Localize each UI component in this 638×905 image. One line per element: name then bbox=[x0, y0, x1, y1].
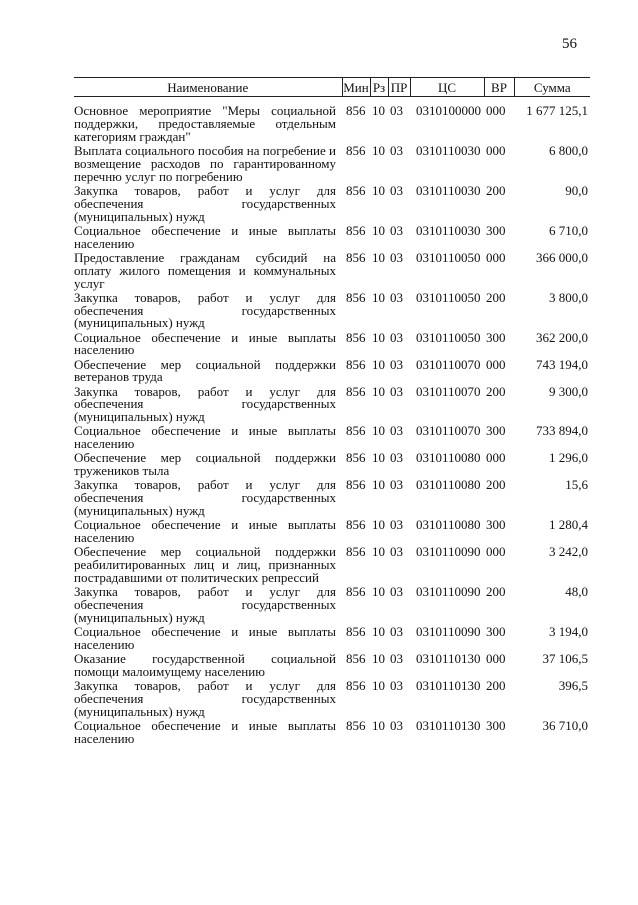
cell-cs: 0310110070 bbox=[416, 423, 481, 439]
cell-pr: 03 bbox=[390, 544, 403, 560]
cell-name: Социальное обеспечение и иные выплаты населению bbox=[74, 517, 336, 546]
cell-name: Социальное обеспечение и иные выплаты населению bbox=[74, 718, 336, 746]
cell-min: 856 bbox=[346, 450, 366, 466]
cell-cs: 0310110130 bbox=[416, 651, 481, 667]
cell-cs: 0310110130 bbox=[416, 718, 481, 734]
cell-name: Обеспечение мер социальной поддержки тружеников тыла bbox=[74, 450, 336, 479]
cell-pr: 03 bbox=[390, 182, 403, 198]
column-header-min: Мин bbox=[342, 78, 370, 97]
table-header-row bbox=[74, 78, 590, 97]
cell-pr: 03 bbox=[390, 718, 403, 734]
cell-rz: 10 bbox=[372, 103, 385, 118]
cell-sum: 1 296,0 bbox=[549, 450, 588, 466]
cell-sum: 1 280,4 bbox=[549, 517, 588, 533]
cell-name: Предоставление гражданам субсидий на оплату жилого помещения и коммунальных услуг bbox=[74, 249, 336, 291]
cell-cs: 0310110050 bbox=[416, 289, 481, 305]
cell-vr: 200 bbox=[486, 678, 506, 694]
table-row bbox=[74, 720, 590, 747]
cell-name: Закупка товаров, работ и услуг для обеспечения государственных (муниципальных) нужд bbox=[74, 383, 336, 425]
column-header-vr: ВР bbox=[484, 78, 514, 97]
cell-name: Закупка товаров, работ и услуг для обеспечения государственных (муниципальных) нужд bbox=[74, 477, 336, 519]
column-header-cs: ЦС bbox=[410, 78, 484, 97]
cell-min: 856 bbox=[346, 624, 366, 640]
cell-pr: 03 bbox=[390, 651, 403, 667]
cell-vr: 300 bbox=[486, 329, 506, 345]
table-row bbox=[74, 292, 590, 332]
table-row bbox=[74, 145, 590, 185]
cell-sum: 6 800,0 bbox=[549, 142, 588, 158]
cell-min: 856 bbox=[346, 222, 366, 238]
cell-rz: 10 bbox=[372, 423, 385, 439]
cell-rz: 10 bbox=[372, 584, 385, 600]
cell-rz: 10 bbox=[372, 182, 385, 198]
cell-cs: 0310110030 bbox=[416, 182, 481, 198]
cell-rz: 10 bbox=[372, 718, 385, 734]
cell-name: Социальное обеспечение и иные выплаты населению bbox=[74, 329, 336, 358]
cell-sum: 733 894,0 bbox=[536, 423, 588, 439]
cell-sum: 743 194,0 bbox=[536, 356, 588, 372]
table-row bbox=[74, 452, 590, 479]
cell-min: 856 bbox=[346, 103, 366, 118]
cell-cs: 0310110080 bbox=[416, 477, 481, 493]
cell-vr: 200 bbox=[486, 383, 506, 399]
cell-vr: 000 bbox=[486, 450, 506, 466]
cell-min: 856 bbox=[346, 383, 366, 399]
cell-sum: 15,6 bbox=[565, 477, 588, 493]
cell-sum: 6 710,0 bbox=[549, 222, 588, 238]
cell-vr: 000 bbox=[486, 142, 506, 158]
cell-min: 856 bbox=[346, 477, 366, 493]
cell-name: Социальное обеспечение и иные выплаты населению bbox=[74, 222, 336, 251]
table-row bbox=[74, 225, 590, 252]
column-header-name: Наименование bbox=[74, 78, 342, 97]
table-row bbox=[74, 586, 590, 626]
cell-sum: 48,0 bbox=[565, 584, 588, 600]
cell-pr: 03 bbox=[390, 477, 403, 493]
cell-vr: 000 bbox=[486, 249, 506, 265]
table-row bbox=[74, 359, 590, 386]
cell-sum: 3 800,0 bbox=[549, 289, 588, 305]
cell-pr: 03 bbox=[390, 142, 403, 158]
cell-vr: 300 bbox=[486, 718, 506, 734]
cell-vr: 000 bbox=[486, 544, 506, 560]
cell-vr: 000 bbox=[486, 103, 506, 118]
cell-sum: 3 242,0 bbox=[549, 544, 588, 560]
cell-cs: 0310110030 bbox=[416, 222, 481, 238]
cell-min: 856 bbox=[346, 651, 366, 667]
cell-name: Закупка товаров, работ и услуг для обеспечения государственных (муниципальных) нужд bbox=[74, 678, 336, 719]
cell-sum: 1 677 125,1 bbox=[526, 103, 588, 118]
table-row bbox=[74, 626, 590, 653]
cell-sum: 362 200,0 bbox=[536, 329, 588, 345]
cell-cs: 0310110050 bbox=[416, 329, 481, 345]
cell-pr: 03 bbox=[390, 249, 403, 265]
cell-pr: 03 bbox=[390, 678, 403, 694]
cell-cs: 0310110090 bbox=[416, 544, 481, 560]
cell-rz: 10 bbox=[372, 624, 385, 640]
cell-min: 856 bbox=[346, 423, 366, 439]
cell-sum: 3 194,0 bbox=[549, 624, 588, 640]
cell-min: 856 bbox=[346, 182, 366, 198]
cell-vr: 300 bbox=[486, 517, 506, 533]
column-header-sum: Сумма bbox=[514, 78, 590, 97]
cell-name: Социальное обеспечение и иные выплаты населению bbox=[74, 423, 336, 452]
cell-cs: 0310110070 bbox=[416, 356, 481, 372]
table-row bbox=[74, 546, 590, 586]
cell-rz: 10 bbox=[372, 517, 385, 533]
cell-vr: 300 bbox=[486, 423, 506, 439]
cell-rz: 10 bbox=[372, 329, 385, 345]
cell-sum: 9 300,0 bbox=[549, 383, 588, 399]
cell-rz: 10 bbox=[372, 651, 385, 667]
column-header-pr: ПР bbox=[388, 78, 410, 97]
table-row bbox=[74, 680, 590, 720]
cell-rz: 10 bbox=[372, 142, 385, 158]
cell-rz: 10 bbox=[372, 222, 385, 238]
cell-min: 856 bbox=[346, 517, 366, 533]
cell-cs: 0310110050 bbox=[416, 249, 481, 265]
cell-rz: 10 bbox=[372, 450, 385, 466]
table-row bbox=[74, 185, 590, 225]
cell-rz: 10 bbox=[372, 477, 385, 493]
cell-cs: 0310100000 bbox=[416, 103, 481, 118]
cell-rz: 10 bbox=[372, 249, 385, 265]
table-row bbox=[74, 252, 590, 292]
table-row bbox=[74, 332, 590, 359]
table-row bbox=[74, 479, 590, 519]
cell-min: 856 bbox=[346, 356, 366, 372]
cell-vr: 200 bbox=[486, 584, 506, 600]
cell-pr: 03 bbox=[390, 584, 403, 600]
table-row bbox=[74, 425, 590, 452]
cell-pr: 03 bbox=[390, 624, 403, 640]
table-row bbox=[74, 105, 590, 145]
cell-min: 856 bbox=[346, 249, 366, 265]
cell-pr: 03 bbox=[390, 222, 403, 238]
table-body bbox=[74, 97, 590, 748]
cell-name: Закупка товаров, работ и услуг для обеспечения государственных (муниципальных) нужд bbox=[74, 182, 336, 224]
page-number: 56 bbox=[562, 36, 577, 52]
cell-cs: 0310110070 bbox=[416, 383, 481, 399]
cell-pr: 03 bbox=[390, 383, 403, 399]
cell-name: Закупка товаров, работ и услуг для обеспечения государственных (муниципальных) нужд bbox=[74, 289, 336, 331]
cell-name: Обеспечение мер социальной поддержки реабилитированных лиц и лиц, признанных пострадавшими от политических репрессий bbox=[74, 544, 336, 586]
table-row bbox=[74, 653, 590, 680]
cell-rz: 10 bbox=[372, 356, 385, 372]
cell-cs: 0310110090 bbox=[416, 584, 481, 600]
cell-min: 856 bbox=[346, 289, 366, 305]
cell-pr: 03 bbox=[390, 356, 403, 372]
cell-min: 856 bbox=[346, 678, 366, 694]
cell-name: Основное мероприятие "Меры социальной поддержки, предоставляемые отдельным категориям граждан" bbox=[74, 103, 336, 144]
cell-cs: 0310110130 bbox=[416, 678, 481, 694]
cell-min: 856 bbox=[346, 142, 366, 158]
cell-min: 856 bbox=[346, 329, 366, 345]
cell-name: Оказание государственной социальной помощи малоимущему населению bbox=[74, 651, 336, 680]
cell-sum: 90,0 bbox=[565, 182, 588, 198]
cell-vr: 000 bbox=[486, 651, 506, 667]
table-row bbox=[74, 519, 590, 546]
cell-rz: 10 bbox=[372, 383, 385, 399]
table-row bbox=[74, 386, 590, 426]
cell-name: Обеспечение мер социальной поддержки ветеранов труда bbox=[74, 356, 336, 385]
cell-sum: 396,5 bbox=[558, 678, 588, 694]
cell-pr: 03 bbox=[390, 423, 403, 439]
cell-cs: 0310110090 bbox=[416, 624, 481, 640]
cell-sum: 36 710,0 bbox=[542, 718, 588, 734]
cell-rz: 10 bbox=[372, 289, 385, 305]
cell-vr: 300 bbox=[486, 624, 506, 640]
column-header-rz: Рз bbox=[370, 78, 388, 97]
cell-pr: 03 bbox=[390, 289, 403, 305]
cell-cs: 0310110030 bbox=[416, 142, 481, 158]
cell-pr: 03 bbox=[390, 517, 403, 533]
cell-pr: 03 bbox=[390, 329, 403, 345]
cell-rz: 10 bbox=[372, 544, 385, 560]
cell-name: Закупка товаров, работ и услуг для обеспечения государственных (муниципальных) нужд bbox=[74, 584, 336, 626]
cell-vr: 200 bbox=[486, 289, 506, 305]
cell-pr: 03 bbox=[390, 103, 403, 118]
cell-vr: 200 bbox=[486, 477, 506, 493]
budget-table bbox=[74, 77, 590, 747]
cell-vr: 000 bbox=[486, 356, 506, 372]
cell-min: 856 bbox=[346, 718, 366, 734]
cell-pr: 03 bbox=[390, 450, 403, 466]
cell-min: 856 bbox=[346, 544, 366, 560]
cell-sum: 37 106,5 bbox=[542, 651, 588, 667]
cell-vr: 200 bbox=[486, 182, 506, 198]
cell-min: 856 bbox=[346, 584, 366, 600]
cell-name: Выплата социального пособия на погребение и возмещение расходов по гарантированному перечню услуг по погребению bbox=[74, 142, 336, 184]
cell-cs: 0310110080 bbox=[416, 450, 481, 466]
cell-name: Социальное обеспечение и иные выплаты населению bbox=[74, 624, 336, 653]
cell-cs: 0310110080 bbox=[416, 517, 481, 533]
cell-vr: 300 bbox=[486, 222, 506, 238]
cell-rz: 10 bbox=[372, 678, 385, 694]
cell-sum: 366 000,0 bbox=[536, 249, 588, 265]
